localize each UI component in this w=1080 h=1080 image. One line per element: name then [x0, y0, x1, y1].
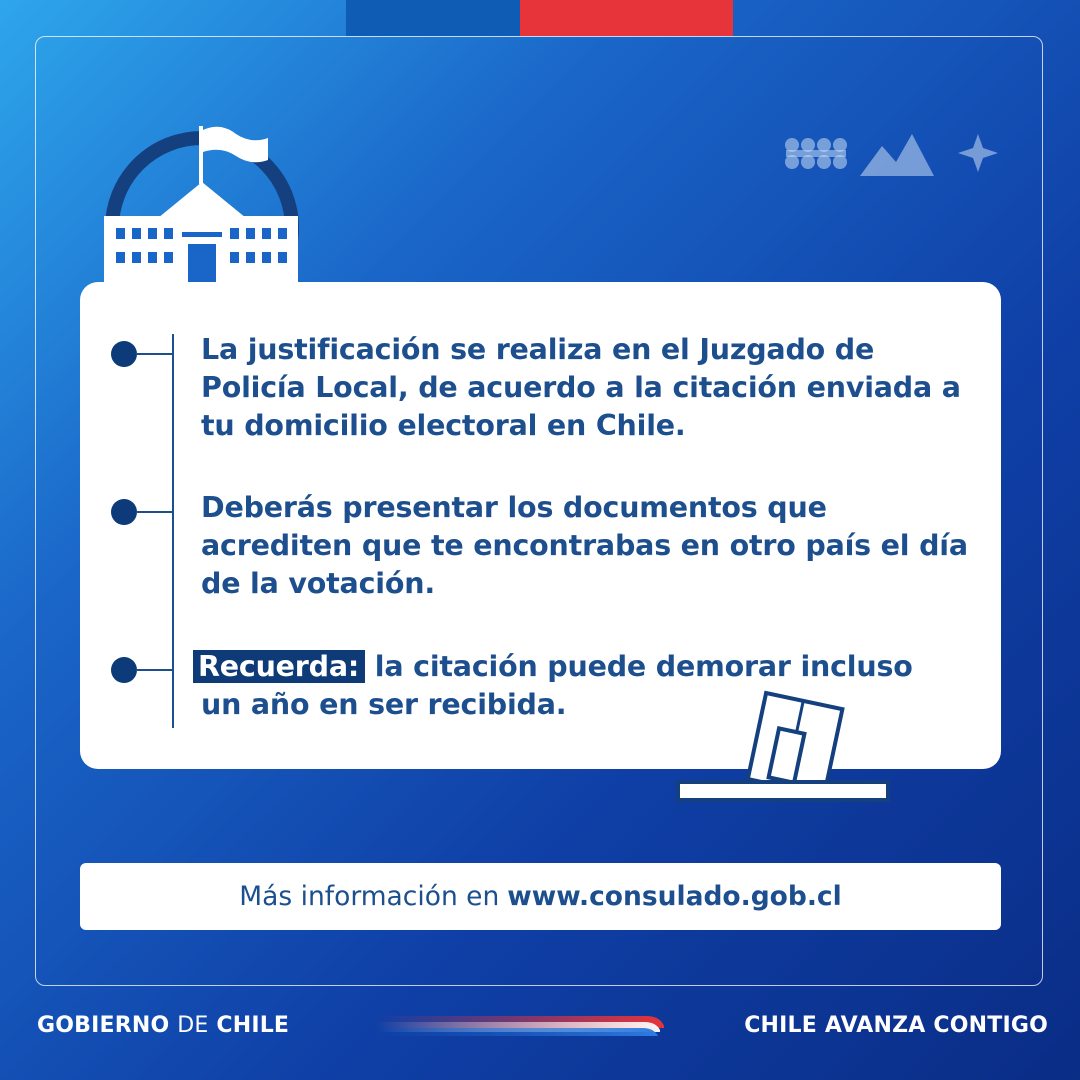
- chile-avanza-contigo-slogan: CHILE AVANZA CONTIGO: [744, 1013, 1048, 1038]
- bullet-2: [111, 499, 137, 525]
- ballot-box-icon: [676, 684, 892, 802]
- flag-stripe-icon: [376, 1010, 666, 1040]
- item-1-line-3: tu domicilio electoral en Chile.: [201, 409, 686, 442]
- item-3-line-2: un año en ser recibida.: [201, 688, 567, 721]
- item-3-line-1: [198, 648, 991, 686]
- gobierno-de-chile-logo: [37, 1013, 289, 1038]
- item-2-line-3: de la votación.: [201, 567, 435, 600]
- bullet-1: [111, 341, 137, 367]
- more-info-box: [80, 863, 1001, 930]
- dots-mountains-star-icon: [782, 128, 1004, 180]
- recuerda-highlight: Recuerda:: [193, 650, 365, 683]
- bullet-connector-2: [136, 511, 172, 513]
- bullet-3: [111, 657, 137, 683]
- item-1-line-1: La justificación se realiza en el Juzgado de: [201, 333, 875, 366]
- top-stripe-red: [520, 0, 733, 36]
- list-item: [201, 489, 991, 603]
- item-2-line-1: Deberás presentar los documentos que: [201, 491, 827, 524]
- bullet-connector-1: [136, 353, 172, 355]
- footer-left-normal: DE: [177, 1013, 209, 1038]
- list-item: [201, 331, 991, 445]
- item-2-line-2: acrediten que te encontrabas en otro país el día: [201, 529, 968, 562]
- footer-left-bold-2: CHILE: [216, 1013, 290, 1038]
- footer-left-bold-1: GOBIERNO: [37, 1013, 170, 1038]
- bullet-connector-3: [136, 669, 172, 671]
- item-3-line-1-text: la citación puede demorar incluso: [365, 650, 913, 683]
- item-1-line-2: Policía Local, de acuerdo a la citación enviada a: [201, 371, 961, 404]
- more-info-prefix: Más información en: [239, 881, 500, 912]
- timeline-line: [172, 334, 174, 728]
- top-stripe-blue: [346, 0, 520, 36]
- consulado-link[interactable]: www.consulado.gob.cl: [507, 881, 842, 912]
